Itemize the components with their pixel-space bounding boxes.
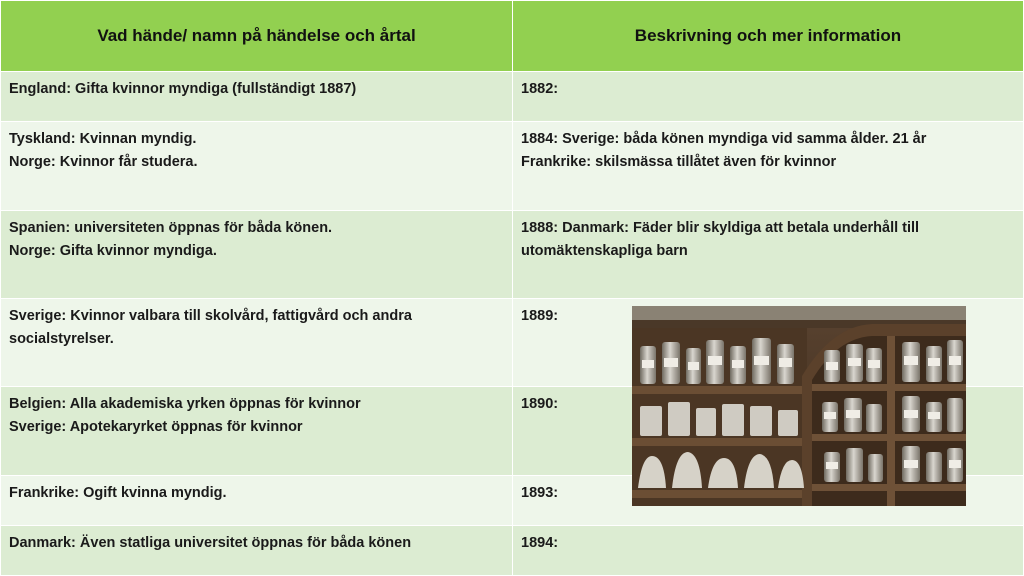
event-line: Tyskland: Kvinnan myndig. [9, 131, 197, 148]
table-row [1, 525, 1024, 575]
event-line: Norge: Kvinnor får studera. [9, 154, 198, 171]
pharmacy-shelves-illustration [632, 306, 966, 506]
description-line: 1894: [521, 534, 559, 551]
table-row [1, 210, 1024, 298]
event-line: Sverige: Apotekaryrket öppnas för kvinnor [9, 419, 303, 436]
event-line: Frankrike: Ogift kvinna myndig. [9, 484, 227, 501]
event-line: Sverige: Kvinnor valbara till skolvård, fattigvård och andra socialstyrelser. [9, 307, 412, 347]
pharmacy-shelves-photo [632, 306, 966, 506]
header-row [1, 1, 1024, 72]
event-line: Norge: Gifta kvinnor myndiga. [9, 242, 217, 259]
event-line: England: Gifta kvinnor myndiga (fullständigt 1887) [9, 81, 357, 97]
event-line: Belgien: Alla akademiska yrken öppnas för kvinnor [9, 396, 361, 413]
event-cell [1, 72, 513, 122]
event-cell [1, 210, 513, 298]
description-line: Frankrike: skilsmässa tillåtet även för kvinnor [521, 154, 837, 171]
event-cell [1, 387, 513, 475]
header-events: Vad hände/ namn på händelse och årtal [1, 1, 513, 72]
event-cell [1, 298, 513, 386]
description-line: 1884: Sverige: båda könen myndiga vid samma ålder. 21 år [521, 131, 927, 148]
description-cell [513, 210, 1024, 298]
event-cell [1, 475, 513, 525]
event-line: Spanien: universiteten öppnas för båda könen. [9, 219, 333, 236]
event-cell [1, 525, 513, 575]
description-cell [513, 122, 1024, 210]
description-cell [513, 72, 1024, 122]
description-line: 1882: [521, 81, 559, 97]
description-line: 1890: [521, 396, 559, 413]
description-line: 1889: [521, 307, 559, 324]
header-description: Beskrivning och mer information [513, 1, 1024, 72]
description-line: 1893: [521, 484, 559, 501]
event-line: Danmark: Även statliga universitet öppnas för båda könen [9, 534, 412, 551]
description-line: 1888: Danmark: Fäder blir skyldiga att betala underhåll till utomäktenskapliga barn [521, 219, 920, 259]
table-row [1, 122, 1024, 210]
event-cell [1, 122, 513, 210]
table-row [1, 72, 1024, 122]
description-cell [513, 525, 1024, 575]
